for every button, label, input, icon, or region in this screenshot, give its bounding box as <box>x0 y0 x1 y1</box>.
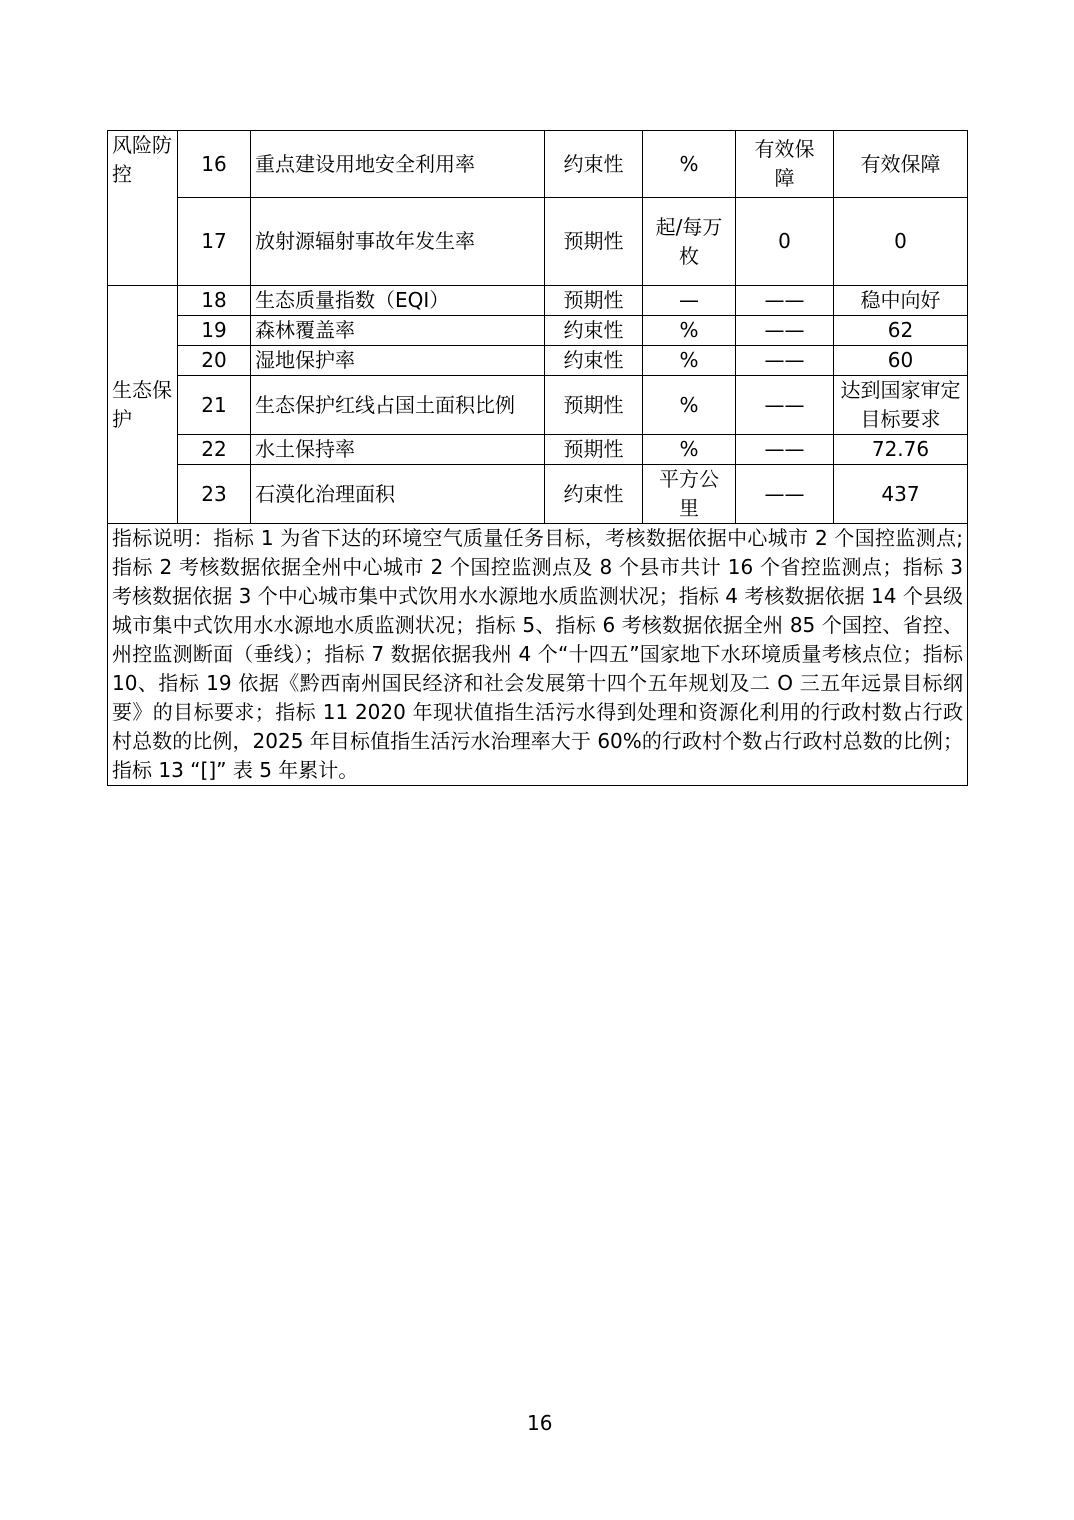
unit-cell: % <box>643 316 736 346</box>
value-2020-cell: —— <box>736 346 834 376</box>
attribute-cell: 约束性 <box>545 465 643 524</box>
page-number: 16 <box>527 1411 553 1435</box>
attribute-cell: 约束性 <box>545 316 643 346</box>
table-row <box>108 376 968 435</box>
index-cell: 20 <box>178 346 251 376</box>
index-cell: 17 <box>178 198 251 286</box>
value-2020-cell: —— <box>736 435 834 465</box>
unit-cell: % <box>643 376 736 435</box>
unit-cell: % <box>643 435 736 465</box>
index-cell: 19 <box>178 316 251 346</box>
value-2020-cell: —— <box>736 316 834 346</box>
table-row <box>108 346 968 376</box>
value-2020-cell: 有效保障 <box>736 131 834 198</box>
index-cell: 18 <box>178 286 251 316</box>
category-cell: 生态保护 <box>108 286 178 524</box>
table-row <box>108 198 968 286</box>
table-row <box>108 286 968 316</box>
attribute-cell: 预期性 <box>545 286 643 316</box>
value-2025-cell: 0 <box>834 198 968 286</box>
value-2025-cell: 达到国家审定目标要求 <box>834 376 968 435</box>
table-row <box>108 131 968 198</box>
index-cell: 22 <box>178 435 251 465</box>
attribute-cell: 预期性 <box>545 198 643 286</box>
indicator-table <box>107 130 968 786</box>
indicator-name-cell: 湿地保护率 <box>251 346 545 376</box>
value-2025-cell: 437 <box>834 465 968 524</box>
table-row <box>108 524 968 786</box>
value-2020-cell: —— <box>736 376 834 435</box>
category-cell: 风险防控 <box>108 131 178 286</box>
indicator-name-cell: 石漠化治理面积 <box>251 465 545 524</box>
indicator-name-cell: 生态保护红线占国土面积比例 <box>251 376 545 435</box>
value-2020-cell: 0 <box>736 198 834 286</box>
value-2025-cell: 62 <box>834 316 968 346</box>
table-row <box>108 465 968 524</box>
table-row <box>108 316 968 346</box>
indicator-name-cell: 重点建设用地安全利用率 <box>251 131 545 198</box>
unit-cell: % <box>643 346 736 376</box>
value-2020-cell: —— <box>736 286 834 316</box>
unit-cell: — <box>643 286 736 316</box>
table-row <box>108 435 968 465</box>
attribute-cell: 预期性 <box>545 376 643 435</box>
value-2025-cell: 有效保障 <box>834 131 968 198</box>
unit-cell: % <box>643 131 736 198</box>
index-cell: 23 <box>178 465 251 524</box>
value-2020-cell: —— <box>736 465 834 524</box>
value-2025-cell: 稳中向好 <box>834 286 968 316</box>
indicator-name-cell: 水土保持率 <box>251 435 545 465</box>
unit-cell: 平方公里 <box>643 465 736 524</box>
attribute-cell: 约束性 <box>545 131 643 198</box>
attribute-cell: 预期性 <box>545 435 643 465</box>
value-2025-cell: 72.76 <box>834 435 968 465</box>
index-cell: 16 <box>178 131 251 198</box>
value-2025-cell: 60 <box>834 346 968 376</box>
indicator-note: 指标说明：指标 1 为省下达的环境空气质量任务目标，考核数据依据中心城市 2 个国控监测点;指标 2 考核数据依据全州中心城市 2 个国控监测点及 8 个县市共计 16 个省控监测点；指标 3 考核数据依据 3 个中心城市集中式饮用水水源地水质监测状况；指标 4 考核数据依据 14 个县级城市集中式饮用水水源地水质监测状况；指标 5、指标 6 考核数据依据全州 85 个国控、省控、州控监测断面（垂线）；指标 7 数据依据我州 4 个“十四五”国家地下水环境质量考核点位；指标 10、指标 19 依据《黔西南州国民经济和社会发展第十四个五年规划及二 O 三五年远景目标纲要》的目标要求；指标 11 2020 年现状值指生活污水得到处理和资源化利用的行政村数占行政村总数的比例，2025 年目标值指生活污水治理率大于 60%的行政村个数占行政村总数的比例；指标 13 “[]” 表 5 年累计。 <box>108 524 968 786</box>
index-cell: 21 <box>178 376 251 435</box>
indicator-name-cell: 放射源辐射事故年发生率 <box>251 198 545 286</box>
indicator-name-cell: 森林覆盖率 <box>251 316 545 346</box>
indicator-name-cell: 生态质量指数（EQI） <box>251 286 545 316</box>
unit-cell: 起/每万枚 <box>643 198 736 286</box>
attribute-cell: 约束性 <box>545 346 643 376</box>
